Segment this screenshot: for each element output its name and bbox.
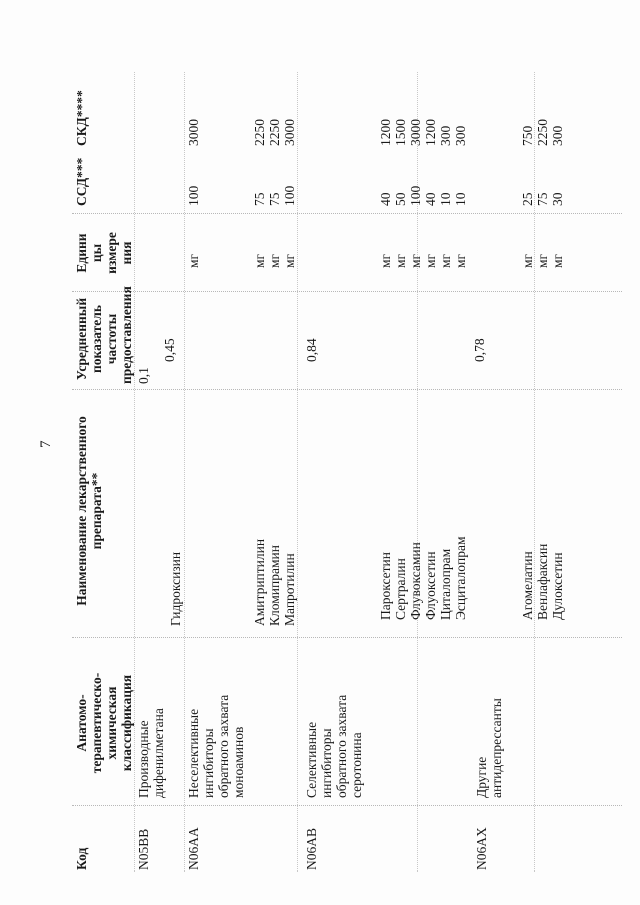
drug-name: Дулоксетин xyxy=(550,552,565,620)
column-divider xyxy=(72,389,622,390)
drug-unit: мг xyxy=(535,253,550,268)
drug-unit: мг xyxy=(393,253,408,268)
group-name: Производные дифенилметана xyxy=(136,708,166,798)
group-code: N05BB xyxy=(136,828,151,870)
header-frequency: Усредненный показатель частоты предоставления xyxy=(74,286,134,384)
header-atc: Анатомо- терапевтическо- химическая классификация xyxy=(74,672,134,774)
drug-unit: мг xyxy=(378,253,393,268)
column-divider xyxy=(72,637,622,638)
drug-name: Кломипрамин xyxy=(267,545,282,626)
drug-name: Агомелатин xyxy=(520,551,535,620)
drug-name: Сертралин xyxy=(393,558,408,620)
drug-name: Циталопрам xyxy=(438,548,453,620)
drug-ssd: 40 xyxy=(378,192,393,206)
drug-name: Гидроксизин xyxy=(168,551,183,626)
drug-table xyxy=(72,72,622,872)
group-name: Другие антидепрессанты xyxy=(474,698,504,798)
column-divider xyxy=(72,291,622,292)
drug-ssd: 100 xyxy=(186,185,201,206)
header-skd: СКД**** xyxy=(74,90,89,146)
group-frequency: 0,78 xyxy=(472,338,487,362)
drug-name: Мапротилин xyxy=(282,553,297,626)
drug-ssd: 75 xyxy=(252,192,267,206)
drug-ssd: 75 xyxy=(535,192,550,206)
drug-ssd: 30 xyxy=(550,192,565,206)
drug-skd: 3000 xyxy=(282,119,297,146)
drug-unit: мг xyxy=(550,253,565,268)
drug-ssd: 40 xyxy=(423,192,438,206)
drug-ssd: 10 xyxy=(438,192,453,206)
group-frequency: 0,1 xyxy=(136,367,151,384)
drug-skd: 750 xyxy=(520,125,535,146)
drug-name: Эсциталопрам xyxy=(453,536,468,620)
drug-skd: 300 xyxy=(550,125,565,146)
header-code: Код xyxy=(74,847,89,870)
drug-frequency: 0,45 xyxy=(162,338,177,362)
page-number: 7 xyxy=(38,440,54,448)
drug-skd: 300 xyxy=(438,125,453,146)
group-name: Неселективные ингибиторы обратного захвата моноаминов xyxy=(186,694,246,798)
column-divider xyxy=(72,213,622,214)
header-ssd: ССД*** xyxy=(74,157,89,206)
drug-ssd: 10 xyxy=(453,192,468,206)
drug-skd: 300 xyxy=(453,125,468,146)
drug-name: Флувоксамин xyxy=(408,542,423,620)
drug-ssd: 25 xyxy=(520,192,535,206)
drug-unit: мг xyxy=(423,253,438,268)
drug-unit: мг xyxy=(282,253,297,268)
drug-unit: мг xyxy=(438,253,453,268)
header-units: Едини цы измере ния xyxy=(74,232,134,274)
column-divider xyxy=(72,805,622,806)
group-code: N06AX xyxy=(474,827,489,870)
group-frequency: 0,84 xyxy=(304,338,319,362)
row-divider xyxy=(297,72,298,872)
drug-skd: 3000 xyxy=(186,119,201,146)
drug-skd: 2250 xyxy=(252,119,267,146)
drug-name: Пароксетин xyxy=(378,552,393,620)
drug-skd: 3000 xyxy=(408,119,423,146)
drug-unit: мг xyxy=(453,253,468,268)
row-divider xyxy=(184,72,185,872)
drug-skd: 2250 xyxy=(267,119,282,146)
row-divider xyxy=(134,72,135,872)
drug-skd: 1500 xyxy=(393,119,408,146)
group-code: N06AA xyxy=(186,827,201,870)
drug-unit: мг xyxy=(252,253,267,268)
drug-unit: мг xyxy=(267,253,282,268)
header-drug-name: Наименование лекарственного препарата** xyxy=(74,416,104,606)
drug-unit: мг xyxy=(186,253,201,268)
drug-ssd: 50 xyxy=(393,192,408,206)
drug-ssd: 75 xyxy=(267,192,282,206)
drug-unit: мг xyxy=(520,253,535,268)
drug-ssd: 100 xyxy=(282,185,297,206)
group-code: N06AB xyxy=(304,827,319,870)
group-name: Селективные ингибиторы обратного захвата серотонина xyxy=(304,694,364,798)
drug-skd: 1200 xyxy=(378,119,393,146)
drug-ssd: 100 xyxy=(408,185,423,206)
drug-skd: 1200 xyxy=(423,119,438,146)
drug-name: Флуоксетин xyxy=(423,551,438,620)
drug-name: Амитриптилин xyxy=(252,538,267,626)
drug-name: Венлафаксин xyxy=(535,543,550,620)
drug-skd: 2250 xyxy=(535,119,550,146)
drug-unit: мг xyxy=(408,253,423,268)
